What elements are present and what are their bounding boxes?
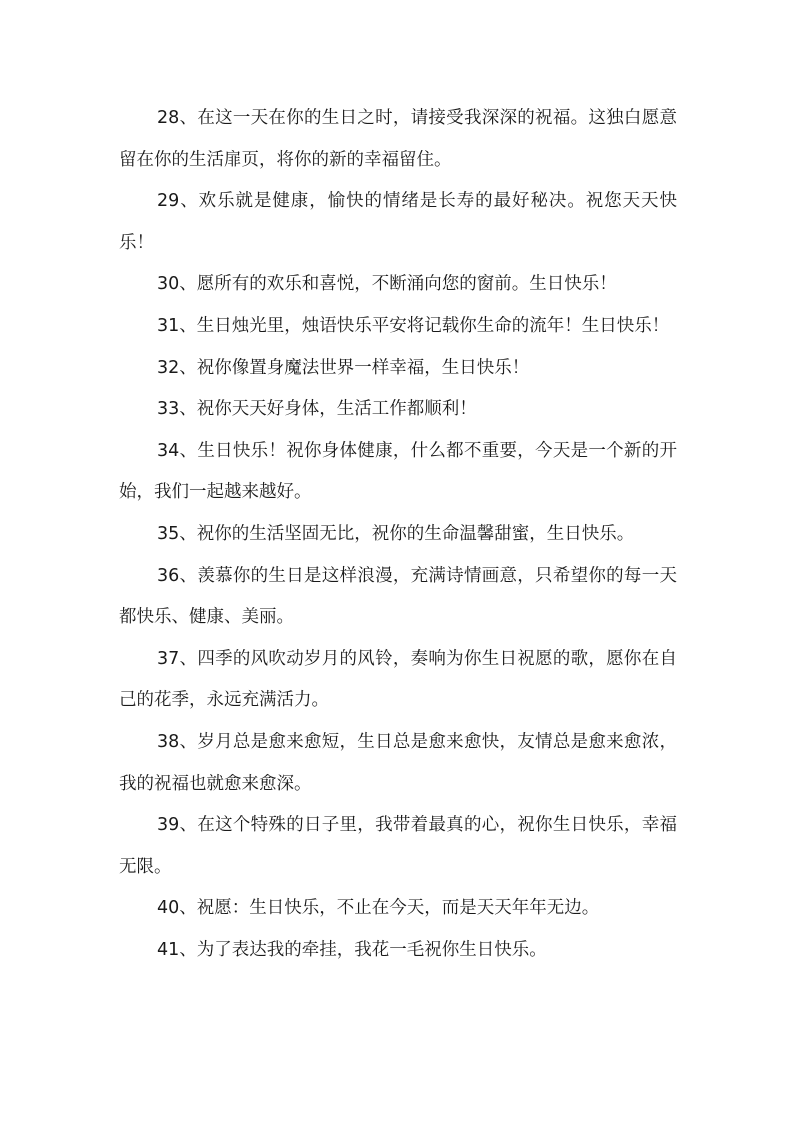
paragraph-33: 33、祝你天天好身体，生活工作都顺利！	[157, 399, 477, 420]
paragraph-35: 35、祝你的生活坚固无比，祝你的生命温馨甜蜜，生日快乐。	[157, 523, 635, 544]
paragraph-37: 37、四季的风吹动岁月的风铃，奏响为你生日祝愿的歌，愿你在自己的花季，永远充满活力。	[119, 648, 677, 711]
paragraph-34: 34、生日快乐！祝你身体健康，什么都不重要，今天是一个新的开始，我们一起越来越好。	[119, 440, 677, 503]
document-body	[119, 98, 677, 971]
paragraph-28: 28、在这一天在你的生日之时，请接受我深深的祝福。这独白愿意留在你的生活扉页，将你的新的幸福留住。	[119, 108, 677, 170]
paragraph-40: 40、祝愿：生日快乐，不止在今天，而是天天年年无边。	[157, 898, 600, 919]
paragraph-32: 32、祝你像置身魔法世界一样幸福，生日快乐！	[157, 357, 530, 378]
paragraph-31: 31、生日烛光里，烛语快乐平安将记载你生命的流年！生日快乐！	[157, 315, 670, 336]
paragraph-29: 29、欢乐就是健康，愉快的情绪是长寿的最好秘决。祝您天天快乐！	[119, 191, 677, 253]
paragraph-39: 39、在这个特殊的日子里，我带着最真的心，祝你生日快乐，幸福无限。	[119, 815, 677, 877]
paragraph-36: 36、羡慕你的生日是这样浪漫，充满诗情画意，只希望你的每一天都快乐、健康、美丽。	[119, 565, 677, 628]
paragraph-38: 38、岁月总是愈来愈短，生日总是愈来愈快，友情总是愈来愈浓，我的祝福也就愈来愈深。	[119, 731, 677, 794]
paragraph-41: 41、为了表达我的牵挂，我花一毛祝你生日快乐。	[157, 939, 547, 960]
paragraph-30: 30、愿所有的欢乐和喜悦，不断涌向您的窗前。生日快乐！	[157, 274, 617, 295]
